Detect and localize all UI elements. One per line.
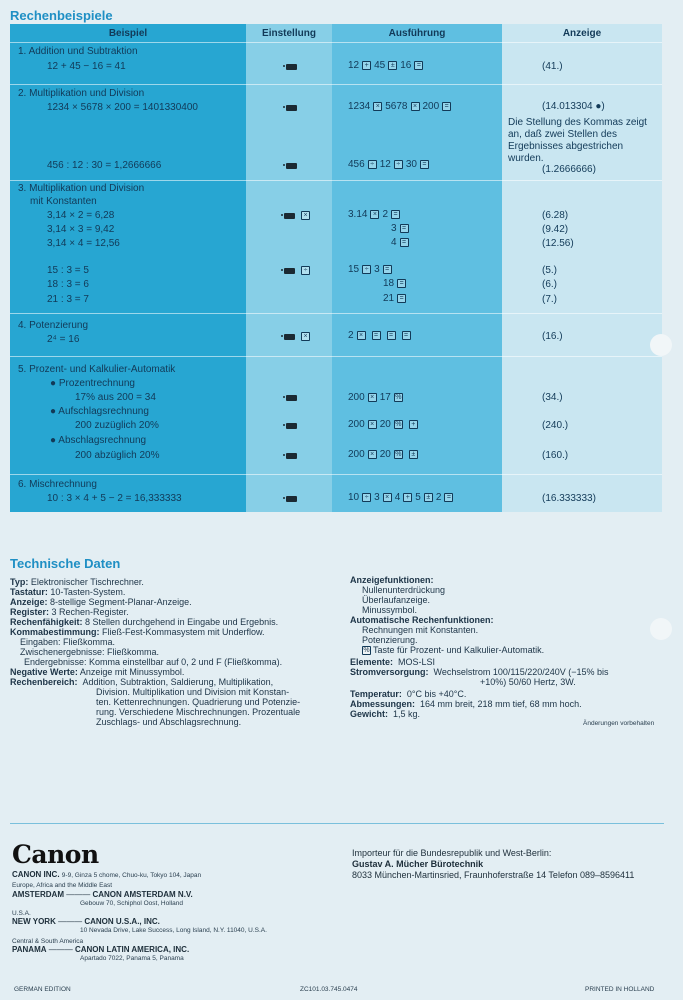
importer-line-1: Importeur für die Bundesrepublik und West-Berlin: — [352, 848, 552, 858]
section-1-result: (41.) — [542, 61, 563, 72]
tech-temperatur: Temperatur: 0°C bis +40°C. — [350, 689, 467, 699]
importer-line-3: 8033 München-Martinsried, Fraunhoferstraße 14 Telefon 089–8596411 — [352, 870, 635, 880]
tech-stromversorgung-line: +10%) 50/60 Hertz, 3W. — [480, 677, 576, 687]
equals-key-icon: = — [387, 331, 396, 340]
percent-key-icon: % — [363, 647, 370, 655]
section-3-example: 21 : 3 = 7 — [47, 294, 89, 305]
switch-icon — [286, 453, 297, 459]
importer-line-2: Gustav A. Mücher Bürotechnik — [352, 859, 484, 869]
section-2-title: 2. Multiplikation und Division — [18, 88, 145, 99]
section-5-exec-2: 200 × 20 % + — [348, 419, 421, 430]
amsterdam-line: AMSTERDAM ——— CANON AMSTERDAM N.V. — [12, 890, 193, 899]
section-2-example-2: 456 : 12 : 30 = 1,2666666 — [47, 160, 162, 171]
canon-inc: CANON INC. 9-9, Ginza 5 chome, Chuo-ku, Tokyo 104, Japan — [12, 870, 202, 879]
switch-icon — [286, 64, 297, 70]
tech-footnote: Änderungen vorbehalten — [583, 720, 655, 727]
section-4-title: 4. Potenzierung — [18, 320, 89, 331]
equals-key-icon: = — [372, 331, 381, 340]
panama-address: Apartado 7022, Panama 5, Panama — [80, 955, 184, 962]
equals-key-icon: = — [391, 210, 400, 219]
tech-gewicht: Gewicht: 1,5 kg. — [350, 709, 421, 719]
section-4-example: 2⁴ = 16 — [47, 334, 80, 345]
header-einstellung: Einstellung — [262, 28, 316, 39]
row-separator — [10, 474, 662, 475]
plus-key-icon: + — [403, 493, 412, 502]
tech-rechenbereich: Rechenbereich: Addition, Subtraktion, Saldierung, Multiplikation, — [10, 677, 274, 687]
amsterdam-address: Gebouw 70, Schiphol Oost, Holland — [80, 900, 183, 907]
tech-prozent-taste: % Taste für Prozent- und Kalkulier-Automatik. — [363, 645, 545, 655]
tech-kommabestimmung: Kommabestimmung: Fließ-Fest-Kommasystem mit Underflow. — [10, 627, 265, 637]
tech-rechenbereich-line: Zuschlags- und Abschlagsrechnung. — [96, 717, 242, 727]
section-3-subtitle: mit Konstanten — [30, 196, 97, 207]
page-heading: Rechenbeispiele — [10, 8, 113, 23]
divide-key-icon: ÷ — [301, 266, 310, 275]
tech-eingaben: Eingaben: Fließkomma. — [20, 637, 116, 647]
section-3-example: 3,14 × 4 = 12,56 — [47, 238, 120, 249]
section-3-result: (6.) — [542, 279, 557, 290]
section-5-exec-1: 200 × 17 % — [348, 392, 402, 403]
tech-endergebnisse: Endergebnisse: Komma einstellbar auf 0, 2 und F (Fließkomma). — [24, 657, 283, 667]
section-3-result: (9.42) — [542, 224, 569, 235]
percent-key-icon: % — [395, 393, 402, 401]
equals-key-icon: = — [400, 238, 409, 247]
tech-tastatur: Tastatur: 10-Tasten-System. — [10, 587, 126, 597]
tech-rechenbereich-line: Division. Multiplikation und Division mit Konstan- — [96, 687, 290, 697]
col-bg-anzeige — [502, 24, 662, 512]
section-4-result: (16.) — [542, 331, 563, 342]
tech-register: Register: 3 Rechen-Register. — [10, 607, 129, 617]
times-key-icon: × — [411, 102, 420, 111]
tech-automatische-rechenfunktionen: Automatische Rechenfunktionen: — [350, 615, 494, 625]
minus-key-icon: ± — [424, 493, 433, 502]
row-separator — [10, 84, 662, 85]
times-key-icon: × — [368, 393, 377, 402]
tech-typ: Typ: Elektronischer Tischrechner. — [10, 577, 144, 587]
section-2-result-2: (1.2666666) — [542, 164, 596, 175]
section-4-exec: 2 × = = = — [348, 330, 414, 341]
section-3-result: (7.) — [542, 294, 557, 305]
bullet-abschlagsrechnung: ● Abschlagsrechnung — [50, 435, 147, 446]
times-key-icon: × — [357, 331, 366, 340]
section-6-title: 6. Mischrechnung — [18, 479, 97, 490]
row-separator — [10, 356, 662, 357]
tech-ueberlaufanzeige: Überlaufanzeige. — [362, 595, 431, 605]
equals-key-icon: = — [444, 493, 453, 502]
minus-key-icon: ± — [388, 61, 397, 70]
bullet-prozentrechnung: ● Prozentrechnung — [50, 378, 135, 389]
section-3-example: 18 : 3 = 6 — [47, 279, 89, 290]
tech-rechenfaehigkeit: Rechenfähigkeit: 8 Stellen durchgehend in Eingabe und Ergebnis. — [10, 617, 279, 627]
section-3-title: 3. Multiplikation und Division — [18, 183, 145, 194]
switch-icon — [286, 395, 297, 401]
equals-key-icon: = — [400, 224, 409, 233]
tech-rechenbereich-line: ten. Kettenrechnungen. Quadrierung und Potenzie- — [96, 697, 301, 707]
bullet-aufschlagsrechnung: ● Aufschlagsrechnung — [50, 406, 149, 417]
plus-key-icon: + — [362, 61, 371, 70]
tech-stromversorgung: Stromversorgung: Wechselstrom 100/115/220/240V (−15% bis — [350, 667, 609, 677]
header-beispiel: Beispiel — [108, 28, 148, 39]
region-usa: U.S.A. — [12, 910, 31, 917]
switch-icon — [286, 163, 297, 169]
switch-icon — [284, 213, 295, 219]
section-2-note: Die Stellung des Kommas zeigt an, daß zwei Stellen des Ergebnisses abgestrichen wurden. — [508, 117, 647, 164]
section-6-exec: 10 ÷ 3 × 4 + 5 ± 2 = — [348, 492, 456, 503]
tech-nullenunterdrueckung: Nullenunterdrückung — [362, 585, 446, 595]
equals-key-icon: = — [420, 160, 429, 169]
section-3-exec-5: 18 = — [383, 278, 409, 289]
section-3-result: (6.28) — [542, 210, 569, 221]
equals-key-icon: = — [442, 102, 451, 111]
section-6-result: (16.333333) — [542, 493, 596, 504]
times-key-icon: × — [370, 210, 379, 219]
newyork-address: 10 Nevada Drive, Lake Success, Long Island, N.Y. 11040, U.S.A. — [80, 927, 267, 934]
section-3-example: 3,14 × 2 = 6,28 — [47, 210, 115, 221]
edition-label: GERMAN EDITION — [14, 986, 71, 993]
switch-icon — [286, 496, 297, 502]
section-5-exec-3: 200 × 20 % ± — [348, 449, 421, 460]
minus-key-icon: ± — [409, 450, 418, 459]
section-3-exec-2: 3 = — [391, 223, 412, 234]
section-3-exec-6: 21 = — [383, 293, 409, 304]
section-3-result: (12.56) — [542, 238, 574, 249]
section-2-result-1: (14.013304 ●) — [542, 101, 605, 112]
header-anzeige: Anzeige — [562, 28, 602, 39]
footer-divider — [10, 823, 664, 824]
tech-abmessungen: Abmessungen: 164 mm breit, 218 mm tief, 68 mm hoch. — [350, 699, 582, 709]
equals-key-icon: = — [397, 294, 406, 303]
section-5-example-1: 17% aus 200 = 34 — [75, 392, 156, 403]
region-europe: Europe, Africa and the Middle East — [12, 882, 113, 889]
switch-icon — [284, 268, 295, 274]
section-2-exec-2: 456 ÷ 12 ÷ 30 = — [348, 159, 432, 170]
times-key-icon: × — [301, 332, 310, 341]
section-2-example-1: 1234 × 5678 × 200 = 1401330400 — [47, 102, 198, 113]
switch-icon — [286, 423, 297, 429]
section-2-exec-1: 1234 × 5678 × 200 = — [348, 101, 454, 112]
plus-key-icon: + — [409, 420, 418, 429]
tech-heading: Technische Daten — [10, 556, 121, 571]
tech-zwischenergebnisse: Zwischenergebnisse: Fließkomma. — [20, 647, 160, 657]
equals-key-icon: = — [414, 61, 423, 70]
section-3-example: 15 : 3 = 5 — [47, 265, 89, 276]
equals-key-icon: = — [397, 279, 406, 288]
punch-hole — [650, 618, 672, 640]
equals-key-icon: = — [383, 265, 392, 274]
canon-logo: Canon — [12, 840, 99, 869]
section-1-exec: 12 + 45 ± 16 = — [348, 60, 426, 71]
section-3-exec-1: 3.14 × 2 = — [348, 209, 403, 220]
percent-key-icon: % — [395, 450, 402, 458]
times-key-icon: × — [383, 493, 392, 502]
punch-hole — [650, 334, 672, 356]
times-key-icon: × — [301, 211, 310, 220]
document-code: ZC101.03.745.0474 — [300, 986, 358, 993]
switch-icon — [284, 334, 295, 340]
section-3-exec-3: 4 = — [391, 237, 412, 248]
panama-line: PANAMA ——— CANON LATIN AMERICA, INC. — [12, 945, 190, 954]
section-1-example: 12 + 45 − 16 = 41 — [47, 61, 126, 72]
section-3-example: 3,14 × 3 = 9,42 — [47, 224, 115, 235]
section-3-exec-4: 15 ÷ 3 = — [348, 264, 395, 275]
tech-potenzierung: Potenzierung. — [362, 635, 418, 645]
section-5-example-3: 200 abzüglich 20% — [75, 450, 160, 461]
section-5-example-2: 200 zuzüglich 20% — [75, 420, 159, 431]
tech-anzeige: Anzeige: 8-stellige Segment-Planar-Anzeige. — [10, 597, 192, 607]
row-separator — [10, 313, 662, 314]
percent-key-icon: % — [395, 420, 402, 428]
section-1-title: 1. Addition und Subtraktion — [18, 46, 138, 57]
section-3-result: (5.) — [542, 265, 557, 276]
times-key-icon: × — [368, 450, 377, 459]
divide-key-icon: ÷ — [394, 160, 403, 169]
divide-key-icon: ÷ — [368, 160, 377, 169]
divide-key-icon: ÷ — [362, 265, 371, 274]
equals-key-icon: = — [402, 331, 411, 340]
tech-negative-werte: Negative Werte: Anzeige mit Minussymbol. — [10, 667, 185, 677]
section-6-example: 10 : 3 × 4 + 5 − 2 = 16,333333 — [47, 493, 182, 504]
newyork-line: NEW YORK ——— CANON U.S.A., INC. — [12, 917, 160, 926]
section-5-result-3: (160.) — [542, 450, 569, 461]
row-separator — [10, 42, 662, 43]
tech-rechenbereich-line: rung. Verschiedene Mischrechnungen. Prozentuale — [96, 707, 301, 717]
tech-minussymbol: Minussymbol. — [362, 605, 418, 615]
switch-icon — [286, 105, 297, 111]
section-5-result-1: (34.) — [542, 392, 563, 403]
section-5-result-2: (240.) — [542, 420, 569, 431]
tech-elemente: Elemente: MOS-LSI — [350, 657, 436, 667]
tech-konstanten: Rechnungen mit Konstanten. — [362, 625, 479, 635]
divide-key-icon: ÷ — [362, 493, 371, 502]
times-key-icon: × — [368, 420, 377, 429]
section-5-title: 5. Prozent- und Kalkulier-Automatik — [18, 364, 176, 375]
region-latam: Central & South America — [12, 938, 84, 945]
printed-label: PRINTED IN HOLLAND — [585, 986, 655, 993]
row-separator — [10, 180, 662, 181]
tech-anzeigefunktionen: Anzeigefunktionen: — [350, 575, 434, 585]
header-ausfuehrung: Ausführung — [388, 28, 446, 39]
times-key-icon: × — [373, 102, 382, 111]
